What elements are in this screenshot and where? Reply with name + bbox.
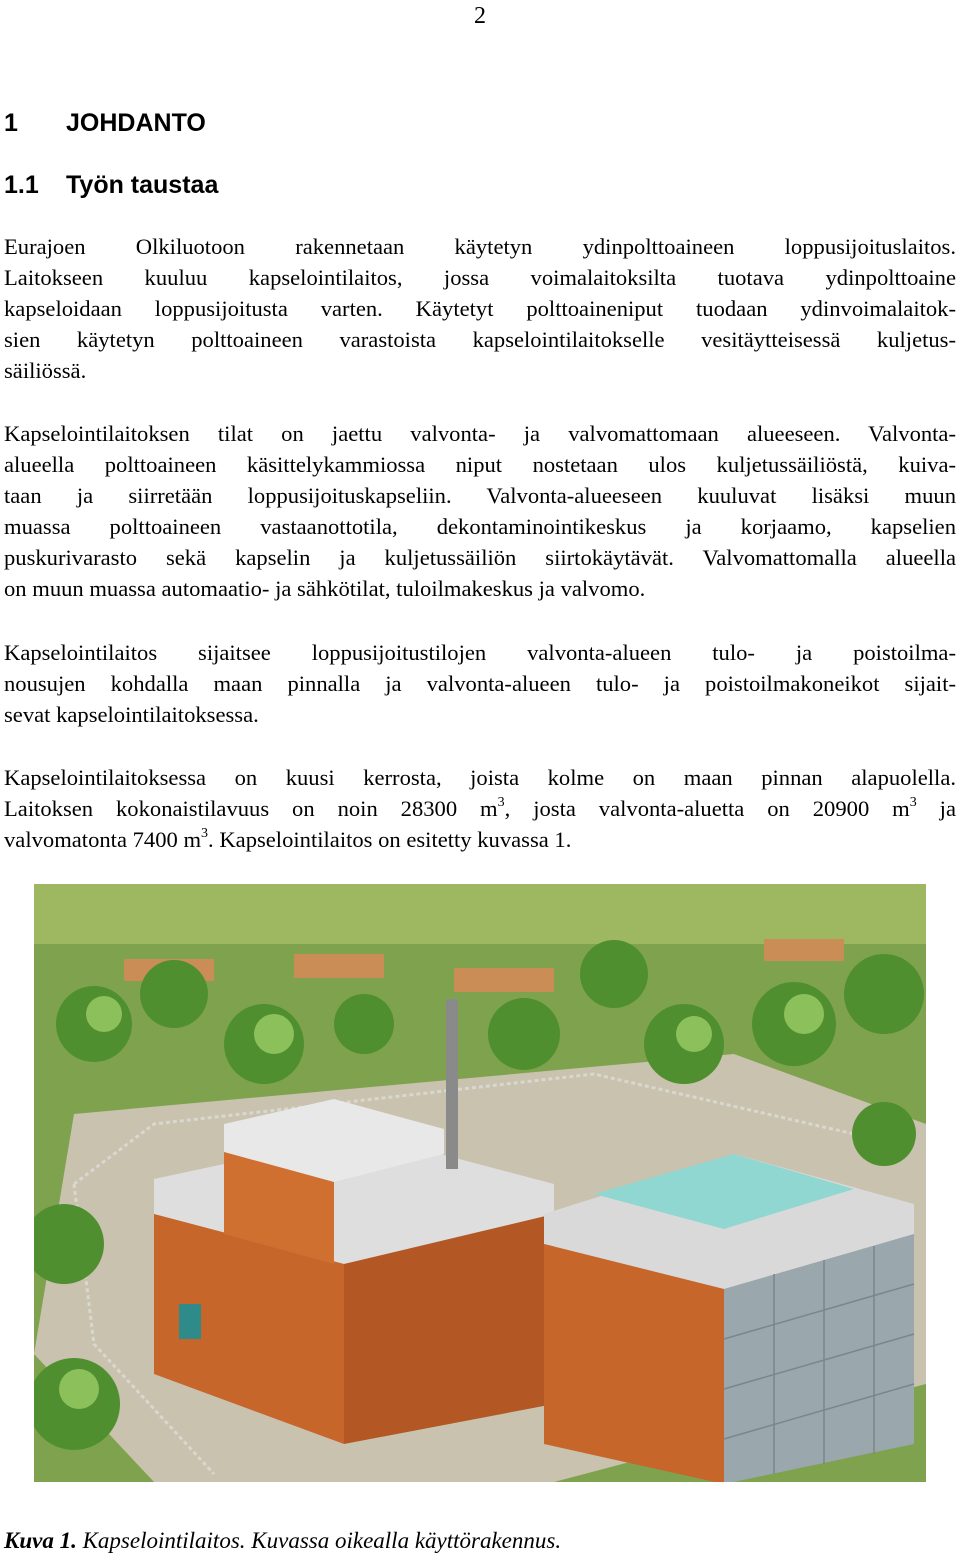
text-line: Kapselointilaitoksen tilat on jaettu valvonta- ja valvomattomaan alueeseen. Valvonta- [4,421,956,446]
paragraph-3 [4,637,956,730]
superscript: 3 [497,795,505,810]
far-field [34,884,926,944]
caption-label: Kuva 1. [4,1528,77,1553]
paragraph-1 [4,231,956,386]
text-line: muassa polttoaineen vastaanottotila, dekontaminointikeskus ja korjaamo, kapselien [4,514,956,539]
text-fragment: valvomatonta 7400 m [4,827,202,852]
text-fragment: , josta valvonta-aluetta on 20900 m [504,796,910,821]
text-fragment: ja [916,796,956,821]
plant-illustration [34,884,926,1482]
text-line: on muun muassa automaatio- ja sähkötilat, tuloilmakeskus ja valvomo. [4,576,646,601]
text-fragment: Laitoksen kokonaistilavuus on noin 28300 m [4,796,498,821]
distant-building [294,954,384,978]
section-title: JOHDANTO [66,109,206,137]
figure-encapsulation-plant [34,884,926,1482]
paragraph-4 [4,762,956,855]
page-number: 2 [474,3,486,29]
chimney [446,999,458,1169]
text-line: nousujen kohdalla maan pinnalla ja valvonta-alueen tulo- ja poistoilmakoneikot sijait- [4,671,956,696]
subsection-title: Työn taustaa [66,171,219,199]
text-line: alueella polttoaineen käsittelykammiossa niput nostetaan ulos kuljetussäiliöstä, kuiva- [4,452,956,477]
subsection-number: 1.1 [4,171,39,199]
text-line [4,824,956,855]
figure-caption [4,1526,561,1556]
text-line: taan ja siirretään loppusijoituskapseliin. Valvonta-alueeseen kuuluvat lisäksi muun [4,483,956,508]
text-fragment: . Kapselointilaitos on esitetty kuvassa 1. [208,827,572,852]
subsection-heading [4,170,218,200]
section-heading [4,108,206,138]
text-line: kapseloidaan loppusijoitusta varten. Käytetyt polttoaineniput tuodaan ydinvoimalaitok- [4,296,956,321]
distant-building [454,968,554,992]
text-line: säiliössä. [4,358,87,383]
superscript: 3 [201,826,209,841]
text-line: Kapselointilaitos sijaitsee loppusijoitustilojen valvonta-alueen tulo- ja poistoilma- [4,640,956,665]
text-line: Kapselointilaitoksessa on kuusi kerrosta, joista kolme on maan pinnan alapuolella. [4,765,956,790]
text-line: puskurivarasto sekä kapselin ja kuljetussäiliön siirtokäytävät. Valvomattomalla alueella [4,545,956,570]
text-line: Laitokseen kuuluu kapselointilaitos, jossa voimalaitoksilta tuotava ydinpolttoaine [4,265,956,290]
text-line: sevat kapselointilaitoksessa. [4,702,259,727]
text-line [4,793,956,824]
distant-building [764,939,844,961]
section-number: 1 [4,109,18,137]
text-line: Eurajoen Olkiluotoon rakennetaan käytetyn ydinpolttoaineen loppusijoituslaitos. [4,234,956,259]
superscript: 3 [909,795,917,810]
text-line: sien käytetyn polttoaineen varastoista kapselointilaitokselle vesitäytteisessä kuljetus- [4,327,956,352]
door [179,1304,201,1339]
caption-text: Kapselointilaitos. Kuvassa oikealla käyttörakennus. [76,1528,562,1553]
paragraph-2 [4,418,956,604]
